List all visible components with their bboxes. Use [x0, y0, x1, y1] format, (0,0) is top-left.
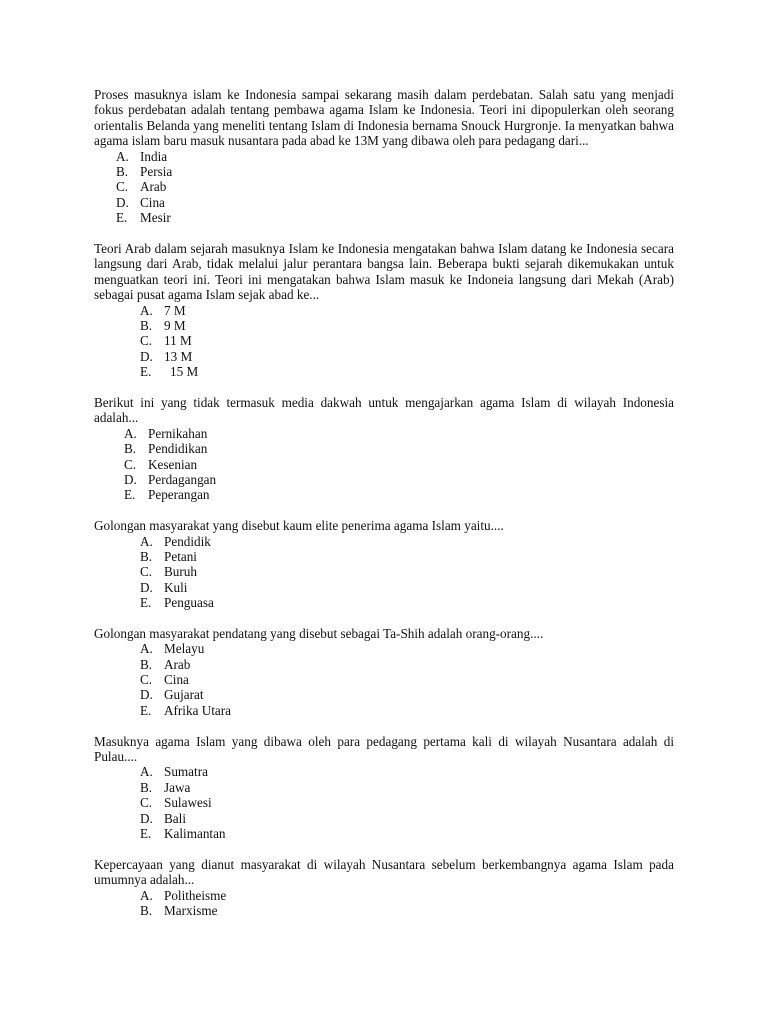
option-letter: D.: [116, 194, 129, 210]
option-text: Cina: [140, 194, 165, 210]
question-stem: Berikut ini yang tidak termasuk media dakwah untuk mengajarkan agama Islam di wilayah Indonesia adalah...: [94, 394, 674, 426]
option-letter: A.: [140, 764, 153, 780]
option-letter: C.: [116, 179, 129, 195]
option-e: [94, 210, 674, 225]
option-text: Afrika Utara: [164, 702, 231, 718]
answer-options: [94, 764, 674, 841]
option-text: Perdagangan: [148, 471, 217, 487]
option-d: [94, 349, 674, 364]
option-letter: A.: [116, 148, 129, 164]
option-text: Mesir: [140, 210, 171, 226]
option-letter: E.: [140, 825, 152, 841]
option-text: Bali: [164, 810, 186, 826]
question-stem: Kepercayaan yang dianut masyarakat di wilayah Nusantara sebelum berkembangnya agama Islam pada umumnya adalah...: [94, 856, 674, 888]
option-text: 15 M: [170, 364, 199, 380]
option-text: Cina: [164, 672, 189, 688]
option-text: Arab: [164, 656, 191, 672]
option-text: Gujarat: [164, 687, 204, 703]
option-letter: C.: [124, 456, 137, 472]
option-text: Pernikahan: [148, 425, 208, 441]
option-e: [94, 826, 674, 841]
question-stem: Golongan masyarakat pendatang yang disebut sebagai Ta-Shih adalah orang-orang....: [94, 625, 544, 641]
option-letter: A.: [140, 302, 153, 318]
option-letter: A.: [140, 641, 153, 657]
option-text: Marxisme: [164, 902, 218, 918]
question-6: [94, 734, 674, 842]
option-letter: B.: [140, 548, 153, 564]
option-letter: D.: [140, 810, 153, 826]
option-letter: C.: [140, 333, 153, 349]
question-5: [94, 626, 674, 718]
option-text: Sumatra: [164, 764, 208, 780]
option-letter: B.: [116, 164, 129, 180]
question-3: [94, 395, 674, 503]
option-letter: E.: [140, 595, 152, 611]
question-2: [94, 241, 674, 380]
option-text: 13 M: [164, 348, 193, 364]
question-stem: Proses masuknya islam ke Indonesia sampai sekarang masih dalam perdebatan. Salah satu yang menjadi fokus perdebatan adalah tentang pembawa agama Islam ke Indonesia. Teori ini dipopulerkan oleh seorang orientalis Belanda yang meneliti tentang Islam di Indonesia bernama Snouck Hurgronje. Ia menyatkan bahwa agama islam baru masuk nusantara pada abad ke 13M yang dibawa oleh para pedagang dari...: [94, 87, 674, 149]
question-stem: Teori Arab dalam sejarah masuknya Islam ke Indonesia mengatakan bahwa Islam datang ke Indonesia secara langsung dari Arab, tidak melalui jalur perantara bangsa lain. Beberapa bukti sejarah dikemukakan untuk menguatkan teori ini. Teori ini mengatakan bahwa Islam masuk ke Indoneia langsung dari Mekah (Arab) sebagai pusat agama Islam sejak abad ke...: [94, 240, 674, 303]
option-c: [94, 333, 674, 348]
option-text: 7 M: [164, 302, 186, 318]
option-e: [94, 364, 674, 379]
option-letter: E.: [116, 210, 128, 226]
option-text: Persia: [140, 164, 173, 180]
option-letter: E.: [140, 702, 152, 718]
option-letter: A.: [140, 887, 153, 903]
option-d: [94, 472, 674, 487]
option-letter: C.: [140, 795, 153, 811]
option-d: [94, 811, 674, 826]
question-stem: Masuknya agama Islam yang dibawa oleh para pedagang pertama kali di wilayah Nusantara adalah di Pulau....: [94, 733, 674, 764]
option-text: Politheisme: [164, 887, 227, 903]
option-letter: D.: [140, 579, 153, 595]
option-b: [94, 549, 674, 564]
option-b: [94, 164, 674, 179]
answer-options: [94, 888, 674, 919]
option-text: Kalimantan: [164, 825, 226, 841]
option-text: Pendidikan: [148, 441, 208, 457]
option-d: [94, 687, 674, 702]
document-page: [94, 87, 674, 934]
option-text: Jawa: [164, 779, 191, 795]
option-b: [94, 318, 674, 333]
option-a: [94, 149, 674, 164]
option-letter: A.: [140, 533, 153, 549]
option-text: Buruh: [164, 564, 197, 580]
option-a: [94, 764, 674, 779]
option-c: [94, 179, 674, 194]
option-d: [94, 195, 674, 210]
option-letter: D.: [124, 471, 137, 487]
option-b: [94, 657, 674, 672]
option-text: Sulawesi: [164, 795, 212, 811]
option-letter: C.: [140, 672, 153, 688]
option-b: [94, 780, 674, 795]
option-letter: B.: [140, 902, 153, 918]
option-letter: D.: [140, 687, 153, 703]
option-text: Peperangan: [148, 487, 210, 503]
question-1: [94, 87, 674, 226]
answer-options: [94, 149, 674, 226]
option-letter: D.: [140, 348, 153, 364]
answer-options: [94, 426, 674, 503]
question-stem: Golongan masyarakat yang disebut kaum elite penerima agama Islam yaitu....: [94, 518, 504, 534]
option-text: Petani: [164, 548, 197, 564]
option-c: [94, 672, 674, 687]
option-text: Kesenian: [148, 456, 198, 472]
option-text: Penguasa: [164, 595, 214, 611]
option-e: [94, 703, 674, 718]
option-text: Melayu: [164, 641, 205, 657]
option-b: [94, 903, 674, 918]
option-letter: B.: [140, 317, 153, 333]
option-b: [94, 441, 674, 456]
option-text: India: [140, 148, 168, 164]
option-d: [94, 580, 674, 595]
option-e: [94, 487, 674, 502]
option-text: 9 M: [164, 317, 186, 333]
option-letter: C.: [140, 564, 153, 580]
option-letter: B.: [124, 441, 137, 457]
option-a: [94, 534, 674, 549]
option-a: [94, 303, 674, 318]
question-7: [94, 857, 674, 919]
option-e: [94, 595, 674, 610]
option-text: Arab: [140, 179, 167, 195]
answer-options: [94, 534, 674, 611]
option-text: Kuli: [164, 579, 188, 595]
option-a: [94, 426, 674, 441]
option-letter: B.: [140, 656, 153, 672]
option-a: [94, 888, 674, 903]
option-c: [94, 457, 674, 472]
option-c: [94, 795, 674, 810]
option-letter: E.: [140, 364, 152, 380]
option-letter: E.: [124, 487, 136, 503]
answer-options: [94, 641, 674, 718]
option-letter: B.: [140, 779, 153, 795]
option-text: 11 M: [164, 333, 192, 349]
option-a: [94, 641, 674, 656]
option-letter: A.: [124, 425, 137, 441]
question-4: [94, 518, 674, 610]
answer-options: [94, 303, 674, 380]
option-c: [94, 564, 674, 579]
option-text: Pendidik: [164, 533, 211, 549]
